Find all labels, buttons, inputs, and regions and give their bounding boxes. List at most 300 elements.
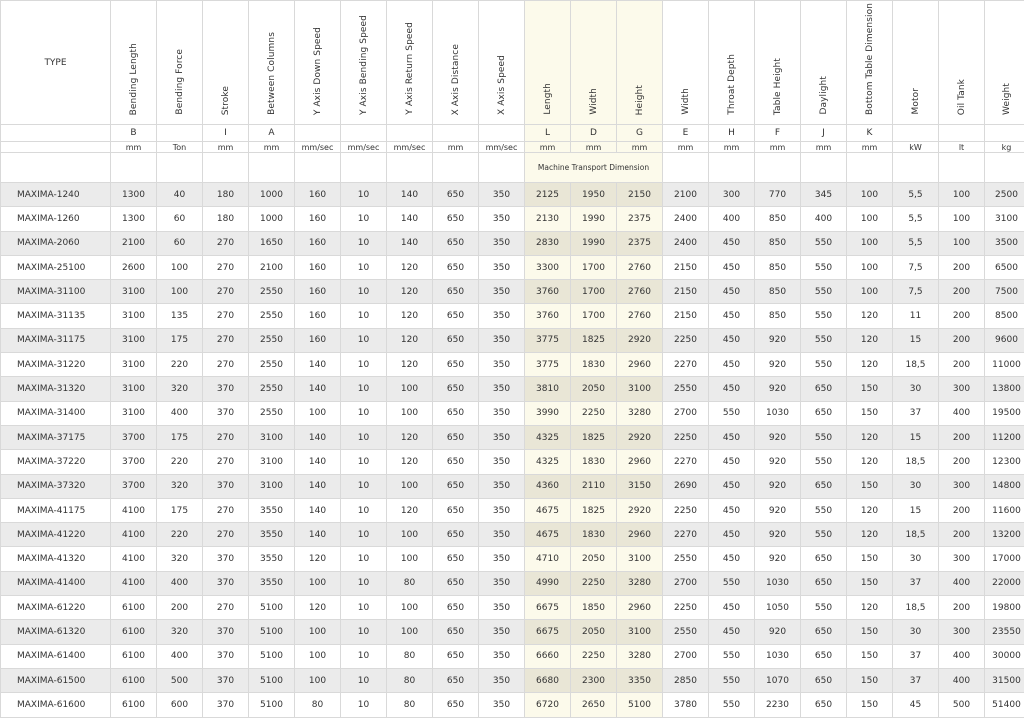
cell-daylight: 550 (801, 523, 847, 547)
model-name: MAXIMA-61220 (1, 596, 111, 620)
cell-width: 1700 (571, 280, 617, 304)
cell-bending-force: 320 (157, 377, 203, 401)
cell-height: 2375 (617, 231, 663, 255)
cell-daylight: 550 (801, 328, 847, 352)
table-row (1, 498, 1024, 522)
column-header-table-height (755, 1, 801, 125)
cell-height: 2760 (617, 304, 663, 328)
cell-motor: 15 (893, 498, 939, 522)
cell-y-axis-return-speed: 100 (387, 474, 433, 498)
cell-bending-force: 320 (157, 547, 203, 571)
cell-stroke: 270 (203, 231, 249, 255)
cell-weight: 30000 (985, 644, 1024, 668)
cell-x-axis-speed: 350 (479, 450, 525, 474)
model-name: MAXIMA-41220 (1, 523, 111, 547)
cell-oil-tank: 300 (939, 620, 985, 644)
cell-y-axis-bending-speed: 10 (341, 450, 387, 474)
cell-y-axis-bending-speed: 10 (341, 377, 387, 401)
cell-motor: 30 (893, 547, 939, 571)
cell-y-axis-down-speed: 160 (295, 183, 341, 207)
cell-length: 3810 (525, 377, 571, 401)
cell-x-axis-distance: 650 (433, 596, 479, 620)
cell-x-axis-distance: 650 (433, 280, 479, 304)
cell-table-height: 850 (755, 304, 801, 328)
cell-width: 1700 (571, 255, 617, 279)
cell-y-axis-return-speed: 100 (387, 620, 433, 644)
column-unit: kW (893, 142, 939, 153)
cell-daylight: 650 (801, 401, 847, 425)
cell-bending-force: 320 (157, 620, 203, 644)
cell-throat-depth: 450 (709, 353, 755, 377)
cell-length: 6680 (525, 668, 571, 692)
cell-y-axis-down-speed: 140 (295, 523, 341, 547)
column-label: Width (588, 88, 599, 115)
cell-x-axis-speed: 350 (479, 231, 525, 255)
cell-width: 2700 (663, 401, 709, 425)
cell-width: 2700 (663, 644, 709, 668)
cell-stroke: 370 (203, 644, 249, 668)
cell-x-axis-speed: 350 (479, 304, 525, 328)
cell-y-axis-return-speed: 100 (387, 401, 433, 425)
cell-length: 4325 (525, 450, 571, 474)
cell-x-axis-distance: 650 (433, 207, 479, 231)
cell-width: 2250 (571, 571, 617, 595)
cell-height: 2960 (617, 596, 663, 620)
cell-daylight: 550 (801, 353, 847, 377)
cell-width: 2250 (663, 425, 709, 449)
empty-cell (755, 153, 801, 183)
cell-length: 4325 (525, 425, 571, 449)
cell-stroke: 370 (203, 571, 249, 595)
cell-bending-force: 135 (157, 304, 203, 328)
cell-weight: 19500 (985, 401, 1024, 425)
cell-between-columns: 2550 (249, 353, 295, 377)
column-unit: mm (709, 142, 755, 153)
column-code: F (755, 125, 801, 142)
cell-bottom-table-dimension: 150 (847, 401, 893, 425)
cell-x-axis-speed: 350 (479, 693, 525, 717)
column-header-type (1, 1, 111, 125)
cell-y-axis-return-speed: 100 (387, 596, 433, 620)
column-code (985, 125, 1024, 142)
cell-y-axis-bending-speed: 10 (341, 207, 387, 231)
cell-weight: 9600 (985, 328, 1024, 352)
column-code (939, 125, 985, 142)
cell-x-axis-distance: 650 (433, 547, 479, 571)
cell-y-axis-return-speed: 120 (387, 304, 433, 328)
column-label: Height (634, 84, 645, 115)
cell-bending-force: 40 (157, 183, 203, 207)
cell-oil-tank: 300 (939, 377, 985, 401)
cell-width: 2550 (663, 620, 709, 644)
cell-stroke: 270 (203, 353, 249, 377)
cell-height: 2920 (617, 425, 663, 449)
cell-width: 2650 (571, 693, 617, 717)
column-label: Bending Length (128, 42, 139, 115)
cell-throat-depth: 550 (709, 693, 755, 717)
cell-y-axis-return-speed: 80 (387, 693, 433, 717)
model-name: MAXIMA-61400 (1, 644, 111, 668)
column-code (893, 125, 939, 142)
column-unit: mm (663, 142, 709, 153)
column-label: Width (680, 88, 691, 115)
cell-weight: 17000 (985, 547, 1024, 571)
cell-x-axis-speed: 350 (479, 498, 525, 522)
column-header-y-axis-return-speed (387, 1, 433, 125)
cell-oil-tank: 400 (939, 571, 985, 595)
cell-stroke: 180 (203, 207, 249, 231)
cell-y-axis-bending-speed: 10 (341, 596, 387, 620)
cell-stroke: 370 (203, 377, 249, 401)
model-name: MAXIMA-1240 (1, 183, 111, 207)
cell-throat-depth: 450 (709, 328, 755, 352)
cell-daylight: 550 (801, 255, 847, 279)
cell-x-axis-speed: 350 (479, 255, 525, 279)
empty-cell (295, 153, 341, 183)
cell-bending-force: 220 (157, 353, 203, 377)
column-label: Bottom Table Dimension (864, 2, 875, 115)
cell-bottom-table-dimension: 100 (847, 207, 893, 231)
column-unit: mm (433, 142, 479, 153)
column-unit: mm (525, 142, 571, 153)
cell-between-columns: 2550 (249, 328, 295, 352)
cell-motor: 15 (893, 328, 939, 352)
cell-bending-length: 4100 (111, 571, 157, 595)
cell-x-axis-distance: 650 (433, 523, 479, 547)
cell-oil-tank: 400 (939, 668, 985, 692)
column-unit (1, 142, 111, 153)
cell-bottom-table-dimension: 120 (847, 328, 893, 352)
cell-x-axis-distance: 650 (433, 474, 479, 498)
cell-width: 1830 (571, 450, 617, 474)
cell-x-axis-distance: 650 (433, 620, 479, 644)
column-header-height (617, 1, 663, 125)
model-name: MAXIMA-1260 (1, 207, 111, 231)
cell-weight: 22000 (985, 571, 1024, 595)
cell-height: 2960 (617, 353, 663, 377)
cell-y-axis-bending-speed: 10 (341, 547, 387, 571)
cell-bending-force: 60 (157, 207, 203, 231)
cell-length: 3760 (525, 304, 571, 328)
cell-table-height: 1030 (755, 401, 801, 425)
cell-oil-tank: 200 (939, 425, 985, 449)
cell-width: 2110 (571, 474, 617, 498)
cell-width: 2400 (663, 207, 709, 231)
cell-oil-tank: 200 (939, 255, 985, 279)
cell-y-axis-bending-speed: 10 (341, 571, 387, 595)
column-code (295, 125, 341, 142)
cell-bending-force: 175 (157, 425, 203, 449)
cell-oil-tank: 200 (939, 450, 985, 474)
cell-length: 4710 (525, 547, 571, 571)
column-unit: mm/sec (341, 142, 387, 153)
cell-y-axis-bending-speed: 10 (341, 280, 387, 304)
cell-width: 2270 (663, 353, 709, 377)
cell-width: 2050 (571, 377, 617, 401)
cell-width: 1830 (571, 353, 617, 377)
cell-y-axis-return-speed: 120 (387, 353, 433, 377)
cell-weight: 51400 (985, 693, 1024, 717)
cell-table-height: 770 (755, 183, 801, 207)
cell-bending-length: 1300 (111, 183, 157, 207)
cell-height: 3100 (617, 377, 663, 401)
type-header-label: TYPE (44, 57, 67, 68)
cell-bending-length: 6100 (111, 596, 157, 620)
cell-y-axis-down-speed: 140 (295, 377, 341, 401)
cell-bending-force: 200 (157, 596, 203, 620)
cell-throat-depth: 450 (709, 523, 755, 547)
column-unit: mm (111, 142, 157, 153)
cell-width: 2150 (663, 304, 709, 328)
cell-length: 6720 (525, 693, 571, 717)
model-name: MAXIMA-25100 (1, 255, 111, 279)
cell-width: 1850 (571, 596, 617, 620)
cell-height: 3100 (617, 620, 663, 644)
cell-motor: 5,5 (893, 207, 939, 231)
empty-cell (939, 153, 985, 183)
cell-throat-depth: 450 (709, 620, 755, 644)
cell-table-height: 920 (755, 620, 801, 644)
column-header-x-axis-distance (433, 1, 479, 125)
cell-bending-force: 400 (157, 571, 203, 595)
cell-y-axis-return-speed: 120 (387, 450, 433, 474)
cell-y-axis-return-speed: 120 (387, 280, 433, 304)
cell-bottom-table-dimension: 120 (847, 498, 893, 522)
cell-between-columns: 3550 (249, 571, 295, 595)
column-label: Y Axis Return Speed (404, 22, 415, 115)
cell-table-height: 920 (755, 547, 801, 571)
cell-bending-force: 220 (157, 450, 203, 474)
cell-y-axis-return-speed: 100 (387, 547, 433, 571)
cell-y-axis-bending-speed: 10 (341, 328, 387, 352)
cell-y-axis-down-speed: 80 (295, 693, 341, 717)
cell-y-axis-return-speed: 120 (387, 498, 433, 522)
cell-between-columns: 1000 (249, 183, 295, 207)
cell-height: 2760 (617, 280, 663, 304)
column-header-throat-depth (709, 1, 755, 125)
cell-bottom-table-dimension: 150 (847, 571, 893, 595)
cell-table-height: 920 (755, 450, 801, 474)
cell-bending-force: 100 (157, 280, 203, 304)
cell-y-axis-bending-speed: 10 (341, 425, 387, 449)
table-row (1, 547, 1024, 571)
cell-bending-length: 3700 (111, 474, 157, 498)
cell-x-axis-speed: 350 (479, 353, 525, 377)
cell-weight: 11000 (985, 353, 1024, 377)
column-code (387, 125, 433, 142)
column-label: Table Height (772, 57, 783, 115)
cell-x-axis-speed: 350 (479, 571, 525, 595)
cell-stroke: 270 (203, 523, 249, 547)
cell-y-axis-down-speed: 140 (295, 450, 341, 474)
cell-daylight: 345 (801, 183, 847, 207)
cell-x-axis-speed: 350 (479, 425, 525, 449)
cell-y-axis-bending-speed: 10 (341, 304, 387, 328)
cell-bottom-table-dimension: 120 (847, 425, 893, 449)
cell-width: 1830 (571, 523, 617, 547)
column-label: Weight (1001, 83, 1012, 115)
cell-stroke: 370 (203, 547, 249, 571)
cell-x-axis-distance: 650 (433, 401, 479, 425)
cell-between-columns: 2100 (249, 255, 295, 279)
table-row (1, 450, 1024, 474)
cell-daylight: 650 (801, 571, 847, 595)
cell-y-axis-return-speed: 80 (387, 644, 433, 668)
cell-x-axis-speed: 350 (479, 620, 525, 644)
cell-width: 2050 (571, 547, 617, 571)
cell-width: 2850 (663, 668, 709, 692)
cell-y-axis-down-speed: 100 (295, 401, 341, 425)
cell-x-axis-speed: 350 (479, 280, 525, 304)
table-row (1, 280, 1024, 304)
cell-width: 1700 (571, 304, 617, 328)
cell-bottom-table-dimension: 150 (847, 547, 893, 571)
column-code (341, 125, 387, 142)
cell-table-height: 1030 (755, 571, 801, 595)
cell-motor: 7,5 (893, 280, 939, 304)
cell-x-axis-speed: 350 (479, 474, 525, 498)
column-label: Throat Depth (726, 54, 737, 115)
cell-bending-length: 1300 (111, 207, 157, 231)
code-row (1, 125, 1024, 142)
table-row (1, 668, 1024, 692)
column-label: Bending Force (174, 49, 185, 115)
cell-weight: 11200 (985, 425, 1024, 449)
cell-weight: 3500 (985, 231, 1024, 255)
table-row (1, 571, 1024, 595)
cell-y-axis-down-speed: 140 (295, 425, 341, 449)
cell-daylight: 650 (801, 668, 847, 692)
cell-table-height: 920 (755, 425, 801, 449)
cell-stroke: 270 (203, 304, 249, 328)
cell-width: 2050 (571, 620, 617, 644)
model-name: MAXIMA-31175 (1, 328, 111, 352)
cell-oil-tank: 200 (939, 304, 985, 328)
cell-y-axis-bending-speed: 10 (341, 498, 387, 522)
column-code: L (525, 125, 571, 142)
cell-bending-force: 175 (157, 328, 203, 352)
cell-y-axis-down-speed: 140 (295, 353, 341, 377)
cell-width: 2250 (663, 498, 709, 522)
cell-bending-force: 400 (157, 401, 203, 425)
cell-motor: 5,5 (893, 183, 939, 207)
cell-motor: 18,5 (893, 353, 939, 377)
cell-throat-depth: 450 (709, 474, 755, 498)
column-label: Length (542, 83, 553, 115)
table-row (1, 693, 1024, 717)
cell-bottom-table-dimension: 120 (847, 523, 893, 547)
cell-weight: 13200 (985, 523, 1024, 547)
cell-between-columns: 3100 (249, 425, 295, 449)
cell-bending-length: 3100 (111, 377, 157, 401)
model-name: MAXIMA-41400 (1, 571, 111, 595)
cell-length: 3760 (525, 280, 571, 304)
cell-x-axis-distance: 650 (433, 693, 479, 717)
cell-table-height: 850 (755, 280, 801, 304)
cell-motor: 37 (893, 401, 939, 425)
column-label: Y Axis Down Speed (312, 26, 323, 115)
column-code: B (111, 125, 157, 142)
cell-weight: 6500 (985, 255, 1024, 279)
cell-bottom-table-dimension: 150 (847, 644, 893, 668)
column-unit: mm (617, 142, 663, 153)
cell-width: 1990 (571, 207, 617, 231)
cell-x-axis-speed: 350 (479, 183, 525, 207)
cell-table-height: 920 (755, 474, 801, 498)
cell-table-height: 1070 (755, 668, 801, 692)
column-unit: mm (203, 142, 249, 153)
column-unit: mm/sec (295, 142, 341, 153)
cell-throat-depth: 300 (709, 183, 755, 207)
cell-table-height: 2230 (755, 693, 801, 717)
transport-dimension-label: Machine Transport Dimension (525, 153, 663, 183)
model-name: MAXIMA-61320 (1, 620, 111, 644)
table-row (1, 304, 1024, 328)
cell-y-axis-bending-speed: 10 (341, 644, 387, 668)
cell-stroke: 270 (203, 425, 249, 449)
cell-width: 1825 (571, 498, 617, 522)
cell-y-axis-bending-speed: 10 (341, 255, 387, 279)
cell-throat-depth: 450 (709, 231, 755, 255)
column-unit: mm (571, 142, 617, 153)
cell-table-height: 850 (755, 255, 801, 279)
cell-x-axis-distance: 650 (433, 450, 479, 474)
cell-y-axis-return-speed: 80 (387, 668, 433, 692)
model-name: MAXIMA-61600 (1, 693, 111, 717)
cell-between-columns: 5100 (249, 693, 295, 717)
table-row (1, 255, 1024, 279)
cell-throat-depth: 550 (709, 571, 755, 595)
table-row (1, 353, 1024, 377)
cell-width: 1825 (571, 425, 617, 449)
cell-oil-tank: 200 (939, 498, 985, 522)
cell-bending-force: 220 (157, 523, 203, 547)
cell-oil-tank: 400 (939, 644, 985, 668)
cell-y-axis-return-speed: 120 (387, 328, 433, 352)
empty-cell (387, 153, 433, 183)
cell-height: 2960 (617, 450, 663, 474)
cell-x-axis-distance: 650 (433, 668, 479, 692)
cell-oil-tank: 100 (939, 183, 985, 207)
model-name: MAXIMA-41320 (1, 547, 111, 571)
empty-cell (157, 153, 203, 183)
cell-throat-depth: 400 (709, 207, 755, 231)
cell-throat-depth: 450 (709, 255, 755, 279)
cell-motor: 37 (893, 571, 939, 595)
column-unit: Ton (157, 142, 203, 153)
cell-weight: 7500 (985, 280, 1024, 304)
cell-stroke: 270 (203, 596, 249, 620)
cell-weight: 14800 (985, 474, 1024, 498)
cell-y-axis-down-speed: 160 (295, 280, 341, 304)
cell-bending-length: 6100 (111, 620, 157, 644)
cell-y-axis-down-speed: 140 (295, 498, 341, 522)
cell-daylight: 650 (801, 474, 847, 498)
model-name: MAXIMA-31320 (1, 377, 111, 401)
cell-oil-tank: 400 (939, 401, 985, 425)
empty-cell (111, 153, 157, 183)
cell-motor: 37 (893, 668, 939, 692)
cell-y-axis-down-speed: 160 (295, 255, 341, 279)
cell-y-axis-return-speed: 100 (387, 523, 433, 547)
cell-height: 3280 (617, 401, 663, 425)
column-header-bending-force (157, 1, 203, 125)
column-code (479, 125, 525, 142)
column-header-daylight (801, 1, 847, 125)
cell-bending-force: 400 (157, 644, 203, 668)
cell-bending-length: 6100 (111, 644, 157, 668)
cell-width: 2150 (663, 280, 709, 304)
